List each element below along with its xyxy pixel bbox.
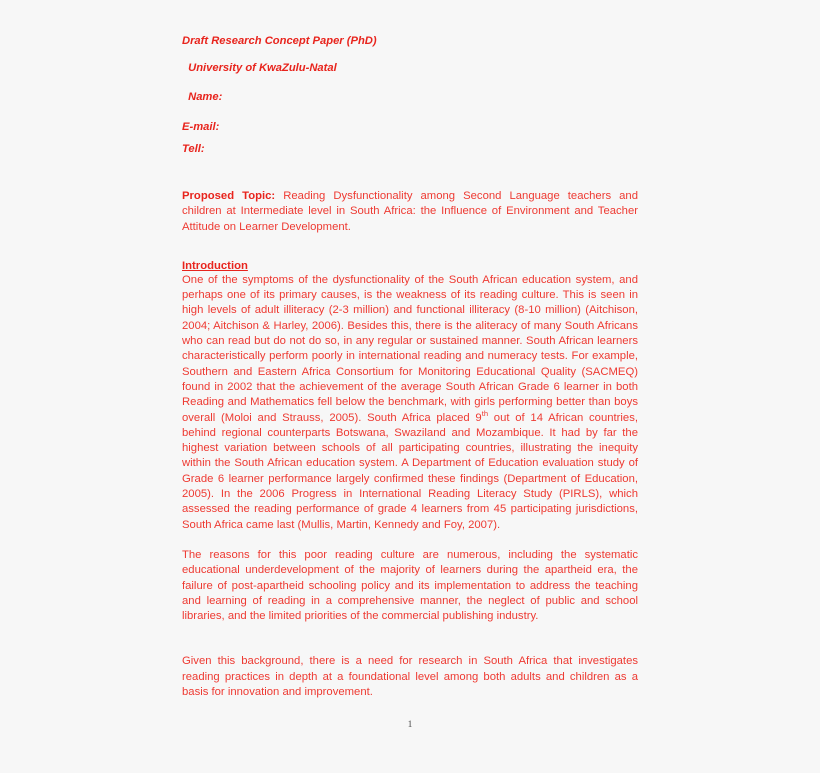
tell-field-label: Tell:: [182, 143, 205, 155]
page-number: 1: [407, 720, 413, 730]
paragraph-1-part-1: One of the symptoms of the dysfunctionality of the South African education system, and perhaps one of its primary causes, is the weakness of its reading culture. This is seen in high levels of adult illiteracy (2-3 million) and functional illiteracy (8-10 million) (Aitchison, 2004; Aitchison & Harley, 2006). Besides this, there is the aliteracy of many South Africans who can read but do not do so, in any regular or sustained manner. South African learners characteristically perform poorly in international reading and numeracy tests. For example, Southern and Eastern Africa Consortium for Monitoring Educational Quality (SACMEQ) found in 2002 that the achievement of the average South African Grade 6 learner in both Reading and Mathematics fell below the benchmark, with girls performing better than boys overall (Moloi and Strauss, 2005). South Africa placed 9: [182, 273, 638, 424]
name-field-label: Name:: [185, 91, 223, 103]
email-field-label: E-mail:: [182, 121, 220, 133]
introduction-paragraph-2: The reasons for this poor reading culture are numerous, including the systematic educational underdevelopment of the majority of learners during the apartheid era, the failure of post-apartheid schooling policy and its implementation to address the teaching and learning of reading in a comprehensive manner, the neglect of public and school libraries, and the limited priorities of the commercial publishing industry.: [182, 548, 638, 623]
proposed-topic-label: Proposed Topic:: [182, 190, 276, 202]
introduction-heading: Introduction: [182, 259, 248, 272]
ordinal-superscript: th: [481, 408, 489, 418]
header-block: [182, 34, 638, 156]
proposed-topic-text: Reading Dysfunctionality among Second Language teachers and children at Intermediate level in South Africa: the Influence of Environment and Teacher Attitude on Learner Development.: [182, 190, 638, 233]
introduction-paragraph-3: Given this background, there is a need for research in South Africa that investigates reading practices in depth at a foundational level among both adults and children as a basis for innovation and improvement.: [182, 655, 638, 699]
university-line: University of KwaZulu-Natal: [185, 62, 337, 74]
paragraph-1-part-2: out of 14 African countries, behind regional counterparts Botswana, Swaziland and Mozambique. It had by far the highest variation between schools of all participating countries, illustrating the inequity within the South African education system. A Department of Education evaluation study of Grade 6 learner performance largely confirmed these findings (Department of Education, 2005). In the 2006 Progress in International Reading Literacy Study (PIRLS), which assessed the reading performance of grade 4 learners from 45 participating jurisdictions, South Africa came last (Mullis, Martin, Kennedy and Foy, 2007).: [182, 411, 638, 531]
proposed-topic-paragraph: [182, 189, 638, 235]
document-title: Draft Research Concept Paper (PhD): [182, 35, 377, 47]
introduction-paragraph-1: [182, 273, 638, 533]
document-content: [182, 34, 638, 700]
